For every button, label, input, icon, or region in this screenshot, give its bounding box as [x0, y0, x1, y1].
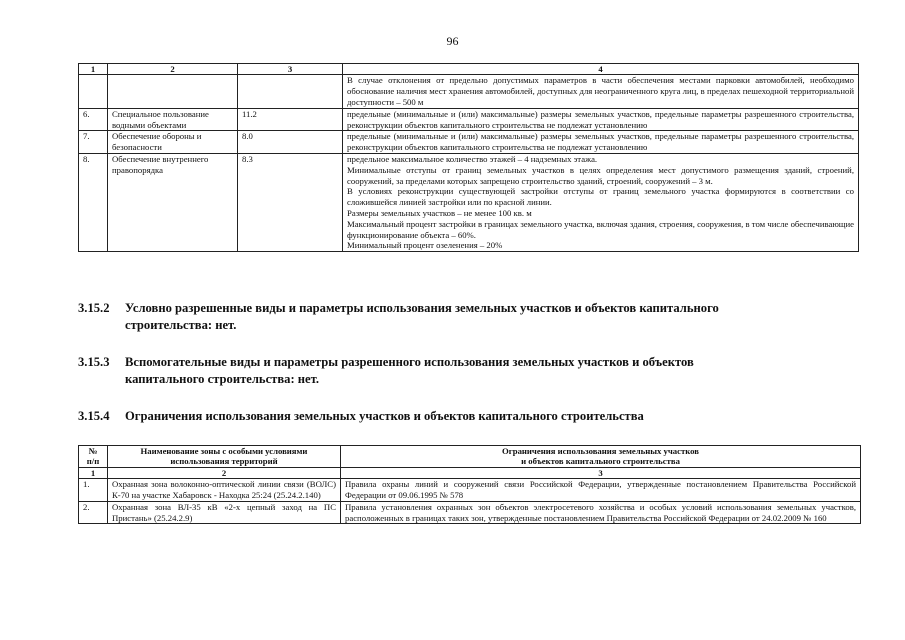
header-cell: 1	[79, 64, 108, 75]
section-heading-3-15-2	[78, 300, 860, 334]
header-cell: 4	[343, 64, 859, 75]
use-name	[108, 75, 238, 108]
section-number: 3.15.4	[78, 409, 110, 423]
section-heading-3-15-4	[78, 408, 860, 425]
permitted-use-table	[78, 63, 859, 252]
zone-name: Охранная зона волоконно-оптической линии связи (ВОЛС) К-70 на участке Хабаровск - Находка 25:24 (25.24.2.140)	[108, 479, 341, 502]
table-header-row	[79, 446, 861, 468]
index-cell: 2	[108, 467, 341, 478]
use-code	[238, 75, 343, 108]
section-number: 3.15.3	[78, 355, 110, 369]
restrictions-table	[78, 445, 861, 524]
parameter-paragraph: В условиях реконструкции существующей застройки отступы от границ земельного участка формируются в соответствии со сложившейся линией застройки или по красной линии.	[347, 186, 854, 208]
use-code: 8.3	[238, 153, 343, 251]
index-cell: 3	[341, 467, 861, 478]
section-heading-3-15-3	[78, 354, 860, 388]
use-parameters: предельные (минимальные и (или) максимальные) размеры земельных участков, предельные параметры разрешенного строительства, реконструкции объектов капитального строительства не подлежат установлению	[343, 108, 859, 131]
parameter-paragraph: Минимальный процент озеленения – 20%	[347, 240, 503, 251]
use-name: Специальное пользование водными объектами	[108, 108, 238, 131]
row-number: 2.	[79, 501, 108, 524]
table-row	[79, 131, 859, 154]
use-parameters: предельные (минимальные и (или) максимальные) размеры земельных участков, предельные параметры разрешенного строительства, реконструкции объектов капитального строительства не подлежат установлению	[343, 131, 859, 154]
header-cell: № п/п	[79, 446, 108, 468]
header-cell: Ограничения использования земельных участков и объектов капитального строительства	[341, 446, 861, 468]
zone-name: Охранная зона ВЛ-35 кВ «2-х цепный заход на ПС Пристань» (25.24.2.9)	[108, 501, 341, 524]
header-cell: Наименование зоны с особыми условиями использования территорий	[108, 446, 341, 468]
row-number	[79, 75, 108, 108]
page-number: 96	[446, 34, 459, 48]
section-title-continuation: строительства: нет.	[125, 318, 237, 332]
table-header-row	[79, 64, 859, 75]
use-code: 8.0	[238, 131, 343, 154]
row-number: 8.	[79, 153, 108, 251]
use-name: Обеспечение обороны и безопасности	[108, 131, 238, 154]
use-name: Обеспечение внутреннего правопорядка	[108, 153, 238, 251]
restriction-text: Правила охраны линий и сооружений связи Российской Федерации, утвержденные постановлением Правительства Российской Федерации от 09.06.1995 № 578	[341, 479, 861, 502]
table-row	[79, 479, 861, 502]
use-parameters: В случае отклонения от предельно допустимых параметров в части обеспечения местами парковки автомобилей, необходимо обоснование наличия мест хранения автомобилей, доступных для неограниченного круга лиц, в пределах пешеходной территориальной доступности – 500 м	[343, 75, 859, 108]
section-title: Вспомогательные виды и параметры разрешенного использования земельных участков и объектов	[125, 355, 694, 369]
section-title-continuation: капитального строительства: нет.	[125, 372, 320, 386]
row-number: 1.	[79, 479, 108, 502]
section-title: Условно разрешенные виды и параметры использования земельных участков и объектов капитального	[125, 301, 719, 315]
restriction-text: Правила установления охранных зон объектов электросетевого хозяйства и особых условий использования земельных участков, расположенных в границах таких зон, утвержденные постановлением Правительства Российской Федерации от 24.02.2009 № 160	[341, 501, 861, 524]
parameter-paragraph: Минимальные отступы от границ земельных участков в целях определения мест допустимого размещения зданий, строений, сооружений, за пределами которых запрещено строительство зданий, строений, сооружений – 3 м.	[347, 164, 854, 186]
parameter-paragraph: предельное максимальное количество этажей – 4 надземных этажа.	[347, 153, 598, 164]
table-row	[79, 153, 859, 251]
table-row	[79, 108, 859, 131]
table-row	[79, 501, 861, 524]
table-index-row	[79, 467, 861, 478]
row-number: 6.	[79, 108, 108, 131]
table-row	[79, 75, 859, 108]
header-cell: 2	[108, 64, 238, 75]
use-code: 11.2	[238, 108, 343, 131]
use-parameters	[343, 153, 859, 251]
header-cell: 3	[238, 64, 343, 75]
parameter-paragraph: Размеры земельных участков – не менее 100 кв. м	[347, 207, 532, 218]
row-number: 7.	[79, 131, 108, 154]
parameter-paragraph: Максимальный процент застройки в границах земельного участка, включая здания, строения, сооружения, в том числе обеспечивающие функционирование объекта – 60%.	[347, 218, 854, 240]
section-number: 3.15.2	[78, 301, 110, 315]
section-title: Ограничения использования земельных участков и объектов капитального строительства	[125, 409, 644, 423]
index-cell: 1	[79, 467, 108, 478]
